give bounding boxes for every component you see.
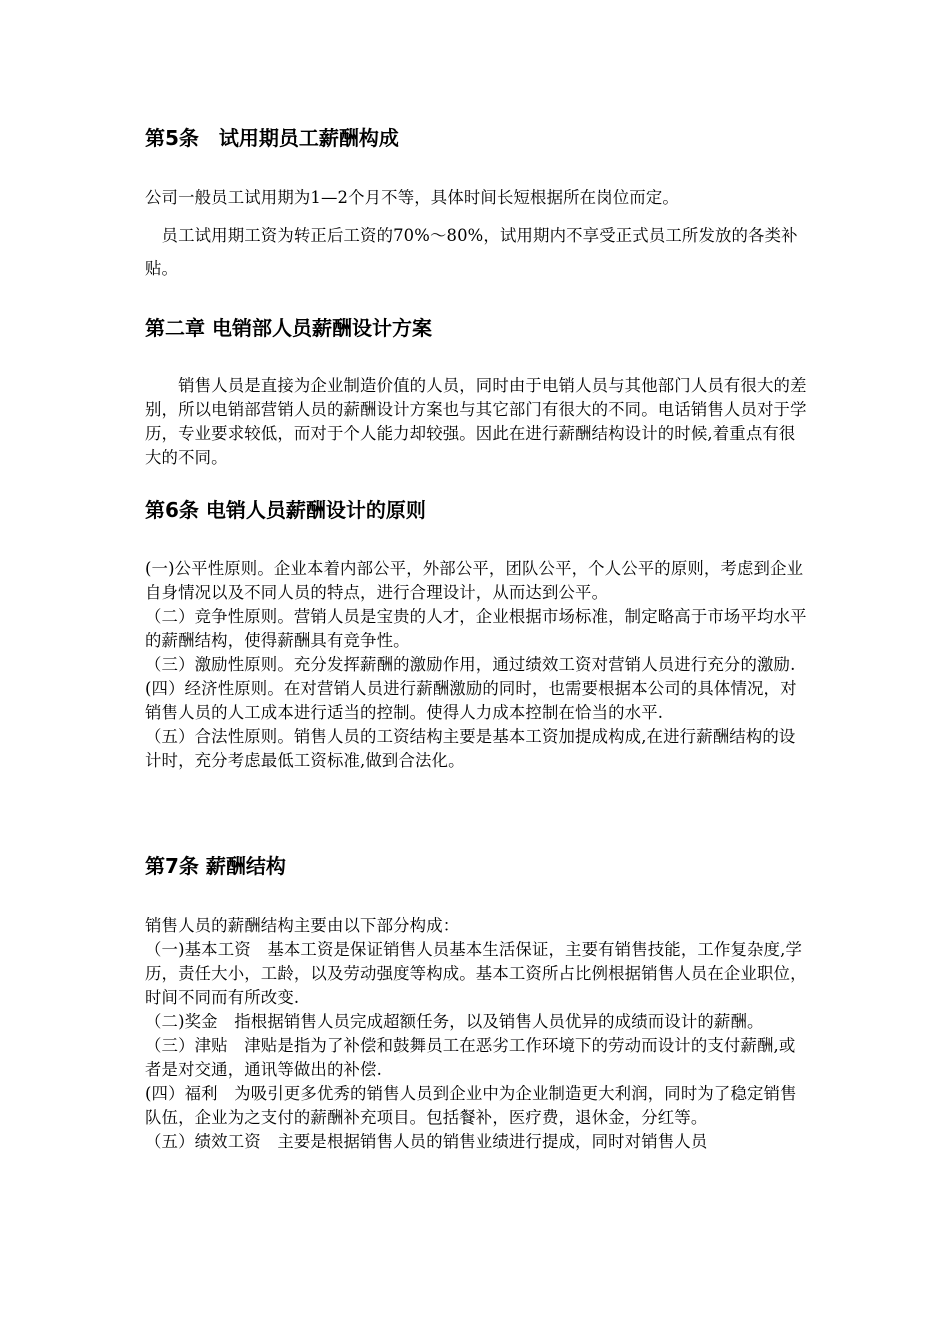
section-7-heading: 第7条 薪酬结构 — [145, 854, 286, 878]
structure-item: （五）绩效工资 主要是根据销售人员的销售业绩进行提成，同时对销售人员 — [145, 1132, 708, 1151]
chapter-2-heading: 第二章 电销部人员薪酬设计方案 — [145, 316, 432, 340]
section-6-principles — [145, 557, 811, 773]
principle-item: （五）合法性原则。销售人员的工资结构主要是基本工资加提成构成,在进行薪酬结构的设计时，充分考虑最低工资标准,做到合法化。 — [145, 727, 796, 770]
structure-item: （二)奖金 指根据销售人员完成超额任务，以及销售人员优异的成绩而设计的薪酬。 — [145, 1012, 764, 1031]
structure-item: 销售人员的薪酬结构主要由以下部分构成： — [145, 916, 460, 935]
structure-item: （三）津贴 津贴是指为了补偿和鼓舞员工在恶劣工作环境下的劳动而设计的支付薪酬,或者是对交通，通讯等做出的补偿. — [145, 1036, 796, 1079]
chapter-2-intro: 销售人员是直接为企业制造价值的人员，同时由于电销人员与其他部门人员有很大的差别，所以电销部营销人员的薪酬设计方案也与其它部门有很大的不同。电话销售人员对于学历，专业要求较低，而对于个人能力却较强。因此在进行薪酬结构设计的时候,着重点有很大的不同。 — [145, 376, 807, 467]
principle-item: (一)公平性原则。企业本着内部公平，外部公平，团队公平，个人公平的原则，考虑到企业自身情况以及不同人员的特点，进行合理设计，从而达到公平。 — [145, 559, 804, 602]
section-6-heading: 第6条 电销人员薪酬设计的原则 — [145, 498, 426, 522]
structure-item: （一)基本工资 基本工资是保证销售人员基本生活保证，主要有销售技能，工作复杂度,学历，责任大小，工龄，以及劳动强度等构成。基本工资所占比例根据销售人员在企业职位，时间不同而有所改变. — [145, 940, 807, 1007]
section-7-structure — [145, 914, 811, 1154]
principle-item: （三）激励性原则。充分发挥薪酬的激励作用，通过绩效工资对营销人员进行充分的激励. — [145, 655, 796, 674]
section-5-paragraph-1: 公司一般员工试用期为1—2个月不等，具体时间长短根据所在岗位而定。 — [145, 188, 679, 207]
section-5-paragraph-2: 员工试用期工资为转正后工资的70%～80%，试用期内不享受正式员工所发放的各类补贴。 — [145, 226, 798, 278]
section-5-heading: 第5条 试用期员工薪酬构成 — [145, 126, 399, 150]
principle-item: （二）竞争性原则。营销人员是宝贵的人才，企业根据市场标准，制定略高于市场平均水平的薪酬结构，使得薪酬具有竞争性。 — [145, 607, 807, 650]
principle-item: (四）经济性原则。在对营销人员进行薪酬激励的同时，也需要根据本公司的具体情况，对销售人员的人工成本进行适当的控制。使得人力成本控制在恰当的水平. — [145, 679, 797, 722]
structure-item: (四）福利 为吸引更多优秀的销售人员到企业中为企业制造更大利润，同时为了稳定销售队伍，企业为之支付的薪酬补充项目。包括餐补，医疗费，退休金，分红等。 — [145, 1084, 797, 1127]
